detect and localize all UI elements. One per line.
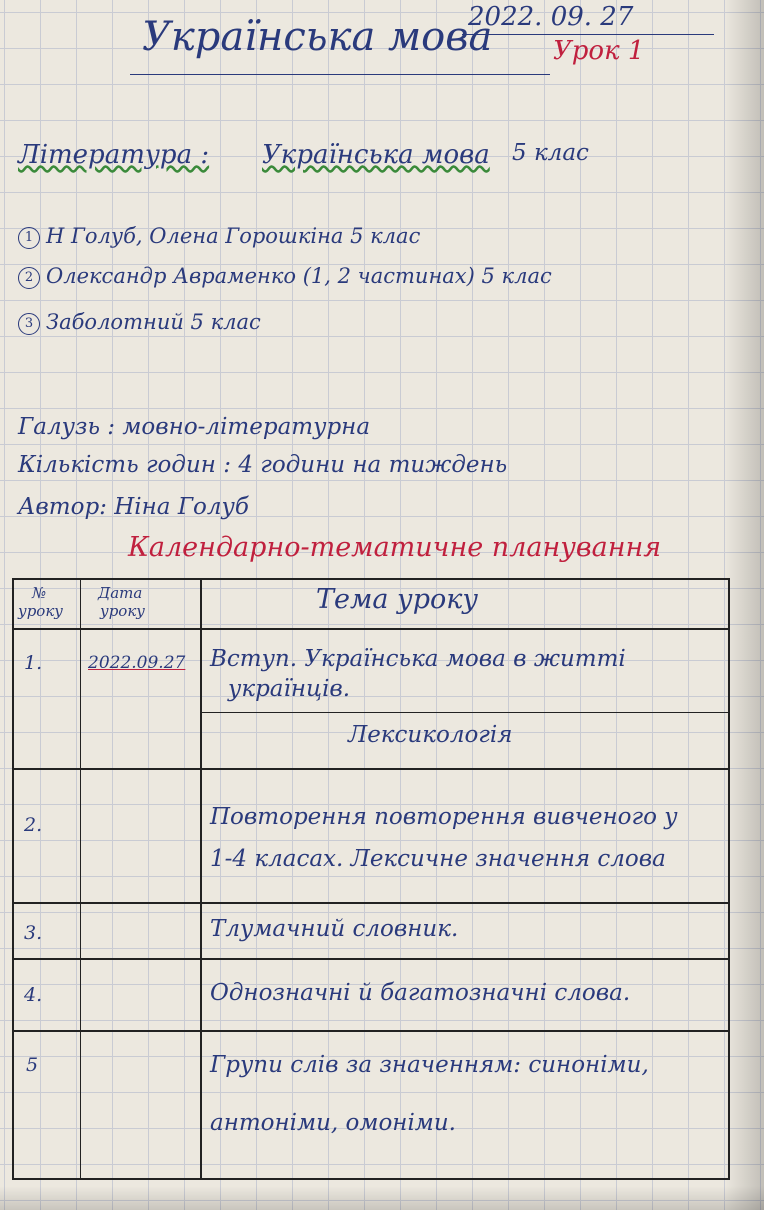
row-topic: Вступ. Українська мова в житті	[210, 646, 626, 672]
column-divider	[200, 578, 202, 1180]
date-underline	[462, 34, 714, 35]
book-text: Н Голуб, Олена Горошкіна 5 клас	[46, 224, 421, 248]
section-label: Лексикологія	[348, 722, 513, 748]
row-divider	[12, 1030, 730, 1032]
row-topic: Однозначні й багатозначні слова.	[210, 980, 631, 1006]
row-number: 3.	[24, 922, 43, 944]
table-border-bottom	[12, 1178, 730, 1180]
row-divider	[12, 768, 730, 770]
col-date-header-1: Дата	[98, 584, 143, 602]
book-item	[18, 264, 552, 289]
row-divider	[12, 958, 730, 960]
column-divider	[80, 578, 81, 1180]
genre-line: Галузь : мовно-літературна	[18, 414, 371, 440]
author-line: Автор: Ніна Голуб	[18, 494, 249, 520]
book-number: 2	[18, 267, 40, 289]
plan-title: Календарно-тематичне планування	[128, 532, 662, 563]
col-num-header-1: №	[32, 584, 47, 602]
row-topic-cont: 1-4 класах. Лексичне значення слова	[210, 846, 666, 872]
col-date-header-2: уроку	[100, 602, 145, 620]
col-num-header-2: уроку	[18, 602, 63, 620]
row-topic-cont: антоніми, омоніми.	[210, 1110, 456, 1136]
col-theme-header: Тема уроку	[316, 584, 479, 615]
literature-grade: 5 клас	[512, 140, 589, 166]
row-divider	[12, 902, 730, 904]
table-border-top	[12, 578, 730, 580]
table-header-divider	[12, 628, 730, 630]
book-text: Олександр Авраменко (1, 2 частинах) 5 клас	[46, 264, 552, 288]
lesson-number: Урок 1	[553, 36, 645, 66]
row-topic-cont: українців.	[228, 676, 351, 702]
hours-line: Кількість годин : 4 години на тиждень	[18, 452, 508, 478]
page-title: Українська мова	[142, 14, 493, 60]
row-topic: Повторення повторення вивченого у	[210, 804, 678, 830]
row-topic: Тлумачний словник.	[210, 916, 459, 942]
header-date: 2022. 09. 27	[468, 2, 634, 32]
book-item	[18, 310, 261, 335]
literature-label: Література :	[18, 140, 210, 170]
table-border-left	[12, 578, 14, 1180]
book-text: Заболотний 5 клас	[46, 310, 261, 334]
literature-value: Українська мова	[262, 140, 490, 170]
book-number: 3	[18, 313, 40, 335]
book-item	[18, 224, 420, 249]
row-topic: Групи слів за значенням: синоніми,	[210, 1052, 649, 1078]
title-underline	[130, 74, 550, 75]
row-number: 1.	[24, 652, 43, 674]
row-number: 4.	[24, 984, 43, 1006]
row-number: 2.	[24, 814, 43, 836]
page-edge-shadow	[724, 0, 764, 1210]
book-number: 1	[18, 227, 40, 249]
row-date: 2022.09.27	[88, 653, 186, 673]
row-number: 5	[26, 1054, 39, 1076]
page-bottom-shadow	[0, 1186, 764, 1210]
row-divider	[200, 712, 730, 713]
